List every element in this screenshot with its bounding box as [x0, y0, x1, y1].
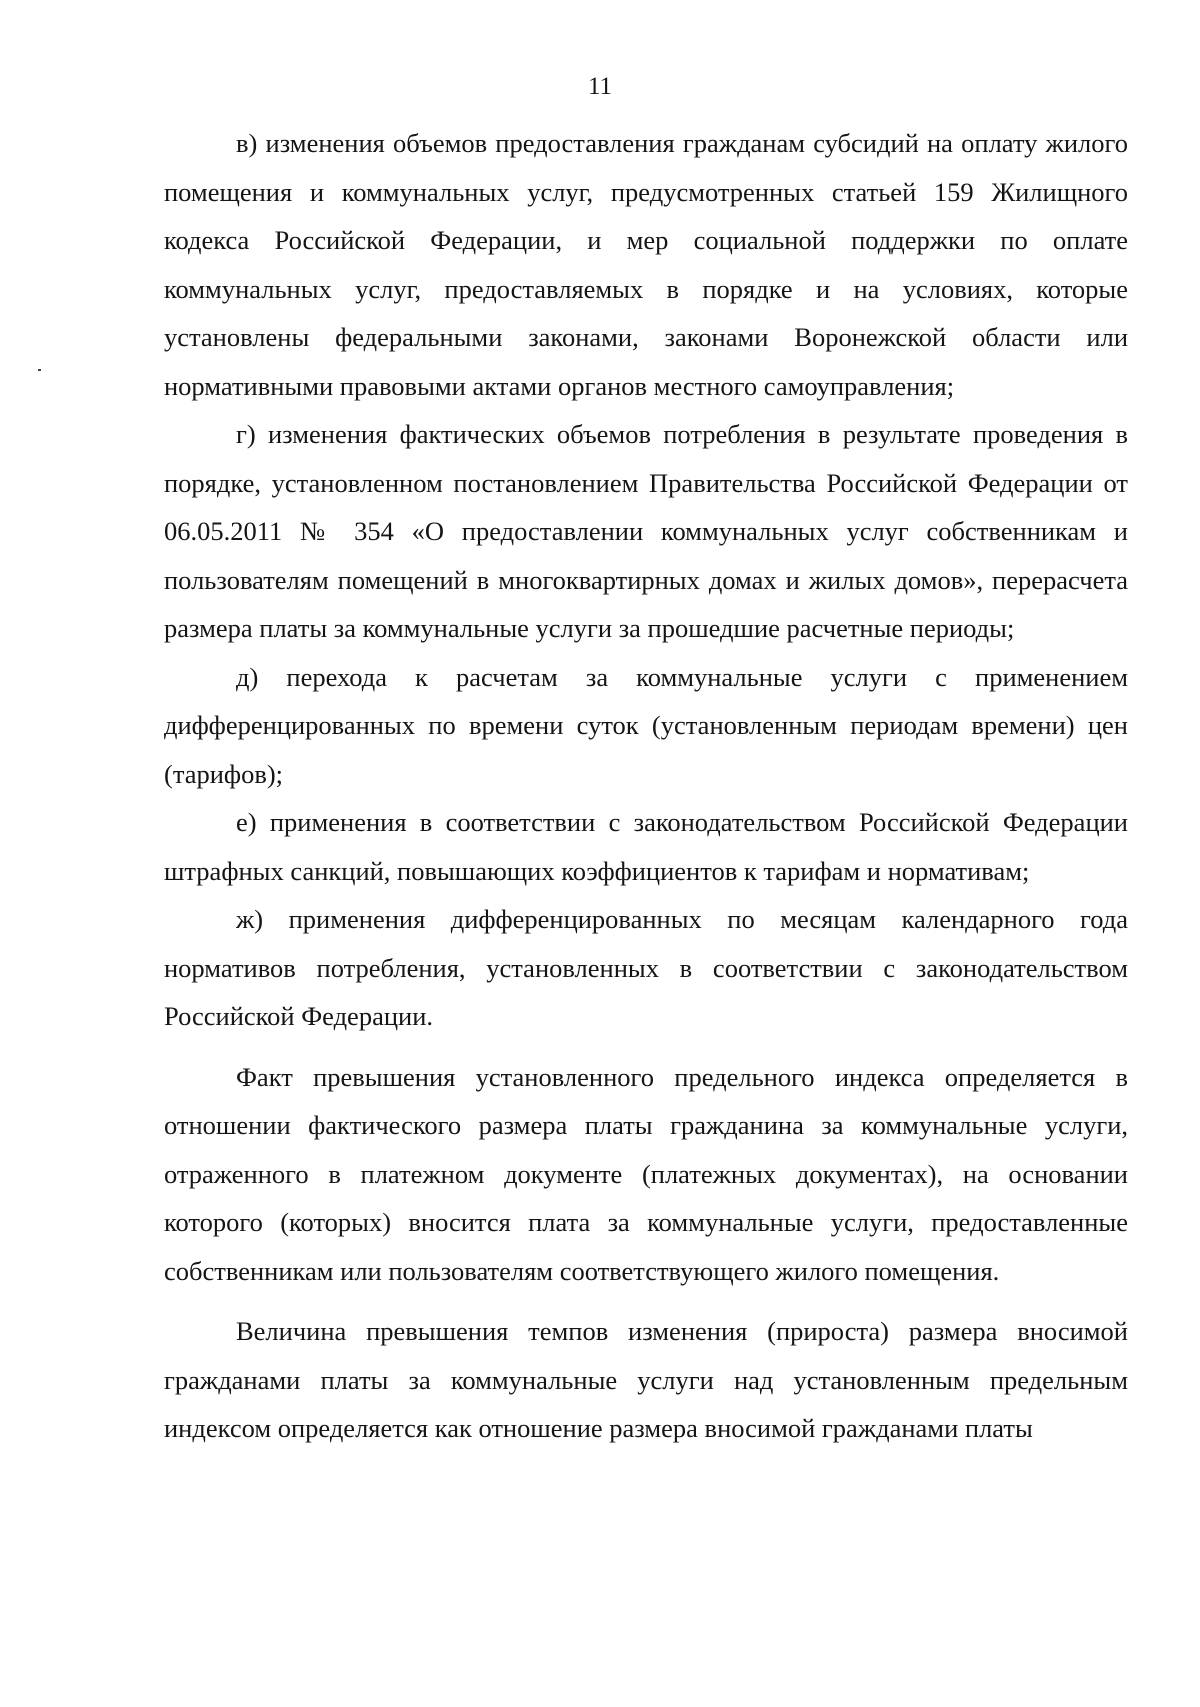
paragraph-excess-fact: Факт превышения установленного предельного индекса определяется в отношении фактического размера платы гражданина за коммунальные услуги, отраженного в платежном документе (платежных документах), на основании которого (которых) вносится плата за коммунальные услуги, предоставленные собственникам или пользователям соответствующего жилого помещения. [164, 1061, 1128, 1286]
paragraph-d-tariffs: д) перехода к расчетам за коммунальные услуги с применением дифференцированных по времени суток (установленным периодам времени) цен (тарифов); [164, 661, 1128, 789]
paragraph-zh-monthly-norms: ж) применения дифференцированных по месяцам календарного года нормативов потребления, установленных в соответствии с законодательством Российской Федерации. [164, 904, 1128, 1031]
page-number: 11 [587, 73, 613, 100]
scan-artifact-mark [38, 369, 41, 371]
document-body [164, 119, 1128, 1453]
paragraph-excess-magnitude: Величина превышения темпов изменения (прироста) размера вносимой гражданами платы за коммунальные услуги над установленным предельным индексом определяется как отношение размера вносимой гражданами платы [164, 1316, 1128, 1443]
paragraph-v-subsidies: в) изменения объемов предоставления гражданам субсидий на оплату жилого помещения и коммунальных услуг, предусмотренных статьей 159 Жилищного кодекса Российской Федерации, и мер социальной поддержки по оплате коммунальных услуг, предоставляемых в порядке и на условиях, которые установлены федеральными законами, законами Воронежской области или нормативными правовыми актами органов местного самоуправления; [164, 128, 1128, 401]
paragraph-g-consumption: г) изменения фактических объемов потребления в результате проведения в порядке, установленном постановлением Правительства Российской Федерации от 06.05.2011 № 354 «О предоставлении коммунальных услуг собственникам и пользователям помещений в многоквартирных домах и жилых домов», перерасчета размера платы за коммунальные услуги за прошедшие расчетные периоды; [164, 419, 1128, 643]
paragraph-e-penalties: е) применения в соответствии с законодательством Российской Федерации штрафных санкций, повышающих коэффициентов к тарифам и нормативам; [164, 807, 1128, 886]
